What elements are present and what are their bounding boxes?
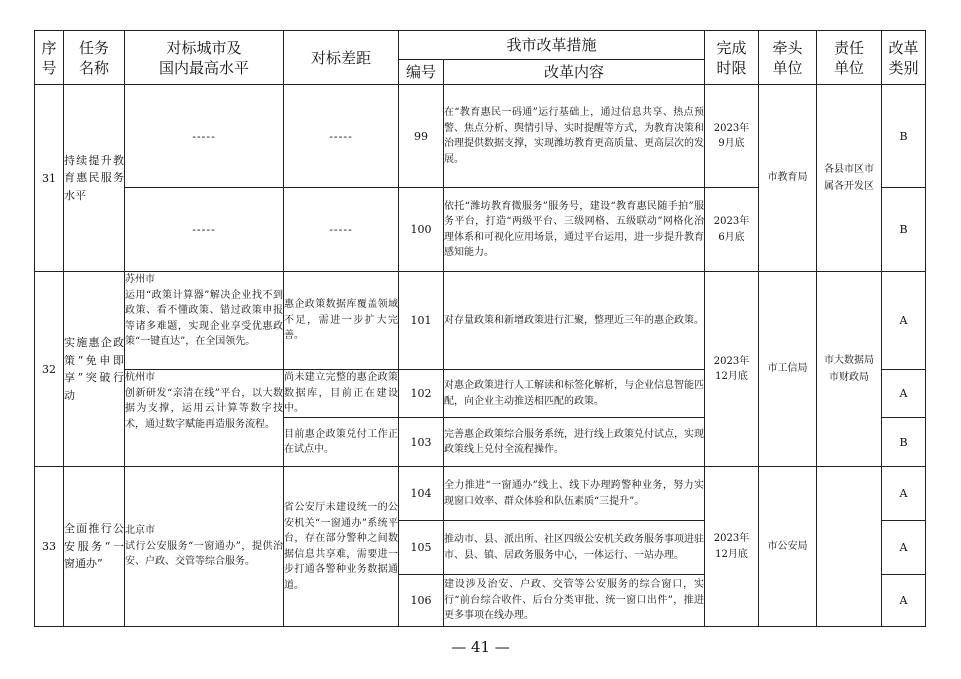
header-number: 编号 [399,60,444,85]
lead-unit: 市工信局 [759,272,817,467]
measure-content: 依托“潍坊教育微服务”服务号，建设“教育惠民随手拍”服务平台，打造“两级平台、三级网格、五级联动”网格化治理体系和可视化应用场景，通过平台运用，进一步提升教育感知能力。 [444,188,705,272]
measure-number: 104 [399,467,444,521]
category-cell: A [882,370,926,418]
reform-table [34,30,926,627]
category-cell: B [882,418,926,467]
measure-content: 对存量政策和新增政策进行汇聚，整理近三年的惠企政策。 [444,272,705,370]
category-cell: A [882,272,926,370]
gap-cell: ----- [284,188,399,272]
gap-cell: 惠企政策数据库覆盖领域不足，需进一步扩大完善。 [284,272,399,370]
measure-number: 101 [399,272,444,370]
header-benchmark: 对标城市及 国内最高水平 [125,31,284,85]
row-seq: 31 [35,85,64,272]
header-task: 任务 名称 [64,31,125,85]
row-seq: 32 [35,272,64,467]
gap-cell: ----- [284,85,399,188]
task-name: 持续提升教育惠民服务水平 [64,85,125,272]
benchmark-cell: ----- [125,188,284,272]
deadline-cell: 2023年 12月底 [705,467,759,627]
measure-number: 99 [399,85,444,188]
task-name: 实施惠企政策“免申即享”突破行动 [64,272,125,467]
header-content: 改革内容 [444,60,705,85]
benchmark-cell: 北京市 试行公安服务“一窗通办”，提供治安、户政、交管等综合服务。 [125,467,284,627]
category-cell: B [882,85,926,188]
measure-number: 105 [399,521,444,575]
deadline-cell: 2023年 12月底 [705,272,759,467]
category-cell: A [882,467,926,521]
responsible-unit: 市大数据局 市财政局 [817,272,882,467]
category-cell: A [882,521,926,575]
deadline-cell: 2023年 9月底 [705,85,759,188]
header-lead: 牵头 单位 [759,31,817,85]
header-category: 改革 类别 [882,31,926,85]
category-cell: B [882,188,926,272]
gap-cell: 尚未建立完整的惠企政策数据库，目前正在建设中。 [284,370,399,418]
measure-number: 102 [399,370,444,418]
benchmark-cell: 苏州市 运用“政策计算器”解决企业找不到政策、看不懂政策、错过政策申报等诸多难题，实现企业享受优惠政策“一键直达”，在全国领先。 [125,272,284,370]
table-row [35,85,926,188]
measure-content: 对惠企政策进行人工解读和标签化解析，与企业信息智能匹配，向企业主动推送相匹配的政策。 [444,370,705,418]
measure-number: 106 [399,575,444,627]
table-row [35,467,926,521]
page-number: — 41 — [451,638,510,656]
lead-unit: 市教育局 [759,85,817,272]
task-name: 全面推行公安服务“一窗通办” [64,467,125,627]
measure-content: 全力推进“一窗通办”线上、线下办理跨警种业务，努力实现窗口效率、群众体验和队伍素质“三提升”。 [444,467,705,521]
measure-content: 推动市、县、派出所、社区四级公安机关政务服务事项进驻市、县、镇、居政务服务中心，一体运行、一站办理。 [444,521,705,575]
category-cell: A [882,575,926,627]
header-row-1 [35,31,926,60]
measure-number: 103 [399,418,444,467]
measure-content: 在“教育惠民一码通”运行基础上，通过信息共享、热点预警、焦点分析、舆情引导、实时提醒等方式，为教育决策和治理提供数据支撑，实现潍坊教育更高质量、更高层次的发展。 [444,85,705,188]
header-responsible: 责任 单位 [817,31,882,85]
benchmark-cell: ----- [125,85,284,188]
responsible-unit: 各县市区市属各开发区 [817,85,882,272]
header-gap: 对标差距 [284,31,399,85]
header-seq: 序 号 [35,31,64,85]
gap-cell: 省公安厅未建设统一的公安机关“一窗通办”系统平台，存在部分警种之间数据信息共享难，需要进一步打通各警种业务数据通道。 [284,467,399,627]
table-row [35,272,926,370]
responsible-unit [817,467,882,627]
header-deadline: 完成 时限 [705,31,759,85]
measure-number: 100 [399,188,444,272]
gap-cell: 目前惠企政策兑付工作正在试点中。 [284,418,399,467]
measure-content: 建设涉及治安、户政、交管等公安服务的综合窗口，实行“前台综合收件、后台分类审批、统一窗口出件”，推进更多事项在线办理。 [444,575,705,627]
row-seq: 33 [35,467,64,627]
header-measures: 我市改革措施 [399,31,705,60]
measure-content: 完善惠企政策综合服务系统，进行线上政策兑付试点，实现政策线上兑付全流程操作。 [444,418,705,467]
benchmark-cell: 杭州市 创新研发“亲清在线”平台，以大数据为支撑，运用云计算等数字技术，通过数字赋能再造服务流程。 [125,370,284,467]
lead-unit: 市公安局 [759,467,817,627]
deadline-cell: 2023年 6月底 [705,188,759,272]
